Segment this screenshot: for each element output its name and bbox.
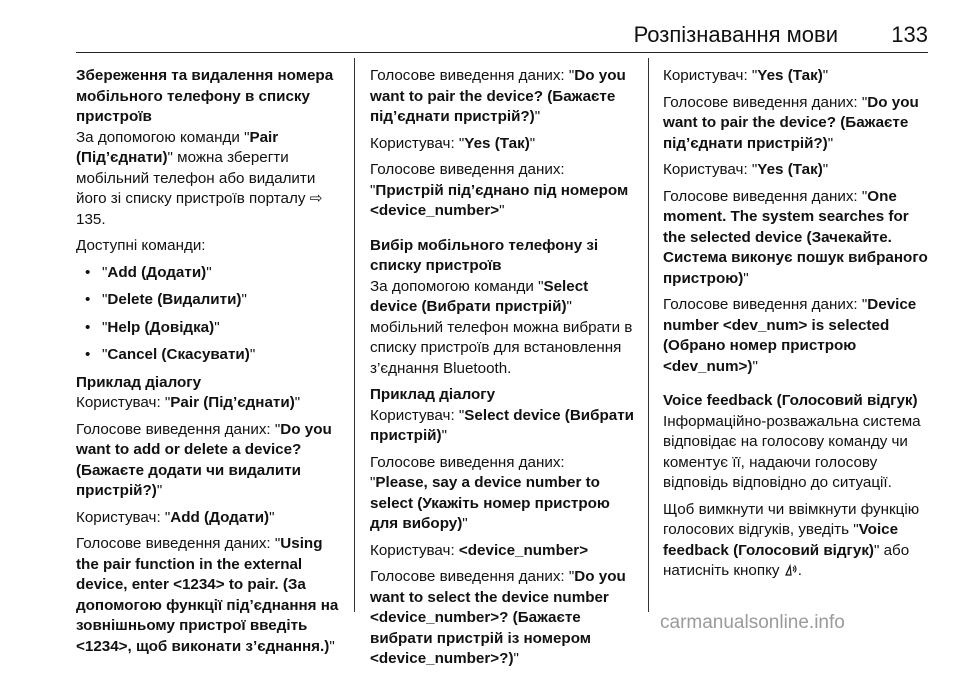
paragraph: Доступні команди:: [76, 237, 206, 254]
dialog-line: Користувач: <device_number>: [370, 541, 589, 559]
dialog-line: Голосове виведення даних: "Using the pair function in the external device, enter <1234> to pair. (За допомогою функції під’єднання на зовнішньому пристрої введіть <1234>, щоб виконати з’єднання.)": [76, 535, 339, 655]
column-3: [663, 66, 928, 588]
list-item: • "Delete (Видалити)": [76, 290, 346, 311]
paragraph: Щоб вимкнути чи ввімкнути функцію голосових відгуків, уведіть "Voice feedback (Голосовий відгук)" або натисніть кнопку .: [663, 500, 920, 579]
paragraph: За допомогою команди "Select device (Вибрати пристрій)" мобільний телефон можна вибрати в списку пристроїв для встановлення з’єднання Bluetooth.: [370, 277, 633, 377]
dialog-line: Користувач: "Add (Додати)": [76, 508, 275, 526]
header-rule: [76, 52, 928, 53]
dialog-line: Голосове виведення даних: "Please, say a device number to select (Укажіть номер пристрою для вибору)": [370, 453, 610, 532]
paragraph: За допомогою команди "Pair (Під’єднати)" можна зберегти мобільний телефон або видалити його зі списку пристроїв порталу ⇨135.: [76, 128, 323, 228]
dialog-line: Користувач: "Yes (Так)": [370, 134, 536, 152]
dialog-line: Голосове виведення даних: "Do you want to select the device number <device_number>? (Бажаєте вибрати пристрій із номером <device_number>?)": [370, 568, 626, 667]
voice-button-icon: [784, 562, 798, 579]
dialog-line: Користувач: "Pair (Під’єднати)": [76, 394, 301, 411]
list-item: • "Add (Додати)": [76, 263, 346, 284]
page-title: Розпізнавання мови: [633, 22, 838, 47]
page-number: 133: [891, 22, 928, 47]
section-heading: Збереження та видалення номера мобільного телефону в списку пристроїв: [76, 67, 334, 125]
command: Pair (Під’єднати): [76, 128, 279, 166]
arrow-reference-icon: ⇨: [309, 190, 323, 207]
dialog-line: Голосове виведення даних: "Do you want to pair the device? (Бажаєте під’єднати пристрій?)": [370, 67, 626, 125]
dialog-line: Голосове виведення даних: "One moment. The system searches for the selected device (Зачекайте. Система виконує пошук вибраного пристрою)": [663, 187, 928, 287]
command: Voice feedback (Голосовий відгук): [663, 521, 899, 559]
page-reference[interactable]: 135.: [76, 210, 106, 228]
dialog-line: Користувач: "Yes (Так)": [663, 67, 829, 84]
list-item: • "Help (Довідка)": [76, 318, 346, 339]
column-divider: [648, 58, 649, 612]
column-2: [370, 66, 634, 676]
page-header: [76, 22, 928, 52]
example-heading: Приклад діалогу: [76, 373, 202, 391]
example-heading: Приклад діалогу: [370, 386, 496, 403]
dialog-line: Користувач: "Yes (Так)": [663, 161, 829, 178]
dialog-line: Голосове виведення даних: "Пристрій під’єднано під номером <device_number>": [370, 161, 629, 219]
column-divider: [354, 58, 355, 612]
watermark: carmanualsonline.info: [660, 612, 845, 633]
command-list: [76, 263, 346, 366]
list-item: • "Cancel (Скасувати)": [76, 345, 346, 366]
dialog-line: Голосове виведення даних: "Do you want to pair the device? (Бажаєте під’єднати пристрій?)": [663, 93, 919, 152]
section-heading: Voice feedback (Голосовий відгук): [663, 392, 918, 409]
command: Select device (Вибрати пристрій): [370, 277, 589, 315]
dialog-line: Користувач: "Select device (Вибрати пристрій)": [370, 406, 635, 444]
dialog-line: Голосове виведення даних: "Do you want to add or delete a device? (Бажаєте додати чи видалити пристрій?)": [76, 420, 332, 499]
dialog-line: Голосове виведення даних: "Device number <dev_num> is selected (Обрано номер пристрою <dev_num>)": [663, 296, 917, 375]
paragraph: Інформаційно-розважальна система відповідає на голосову команду чи коментує її, надаючи голосову відповідь відповідно до ситуації.: [663, 412, 921, 491]
section-heading: Вибір мобільного телефону зі списку пристроїв: [370, 236, 599, 274]
column-1: [76, 66, 346, 663]
